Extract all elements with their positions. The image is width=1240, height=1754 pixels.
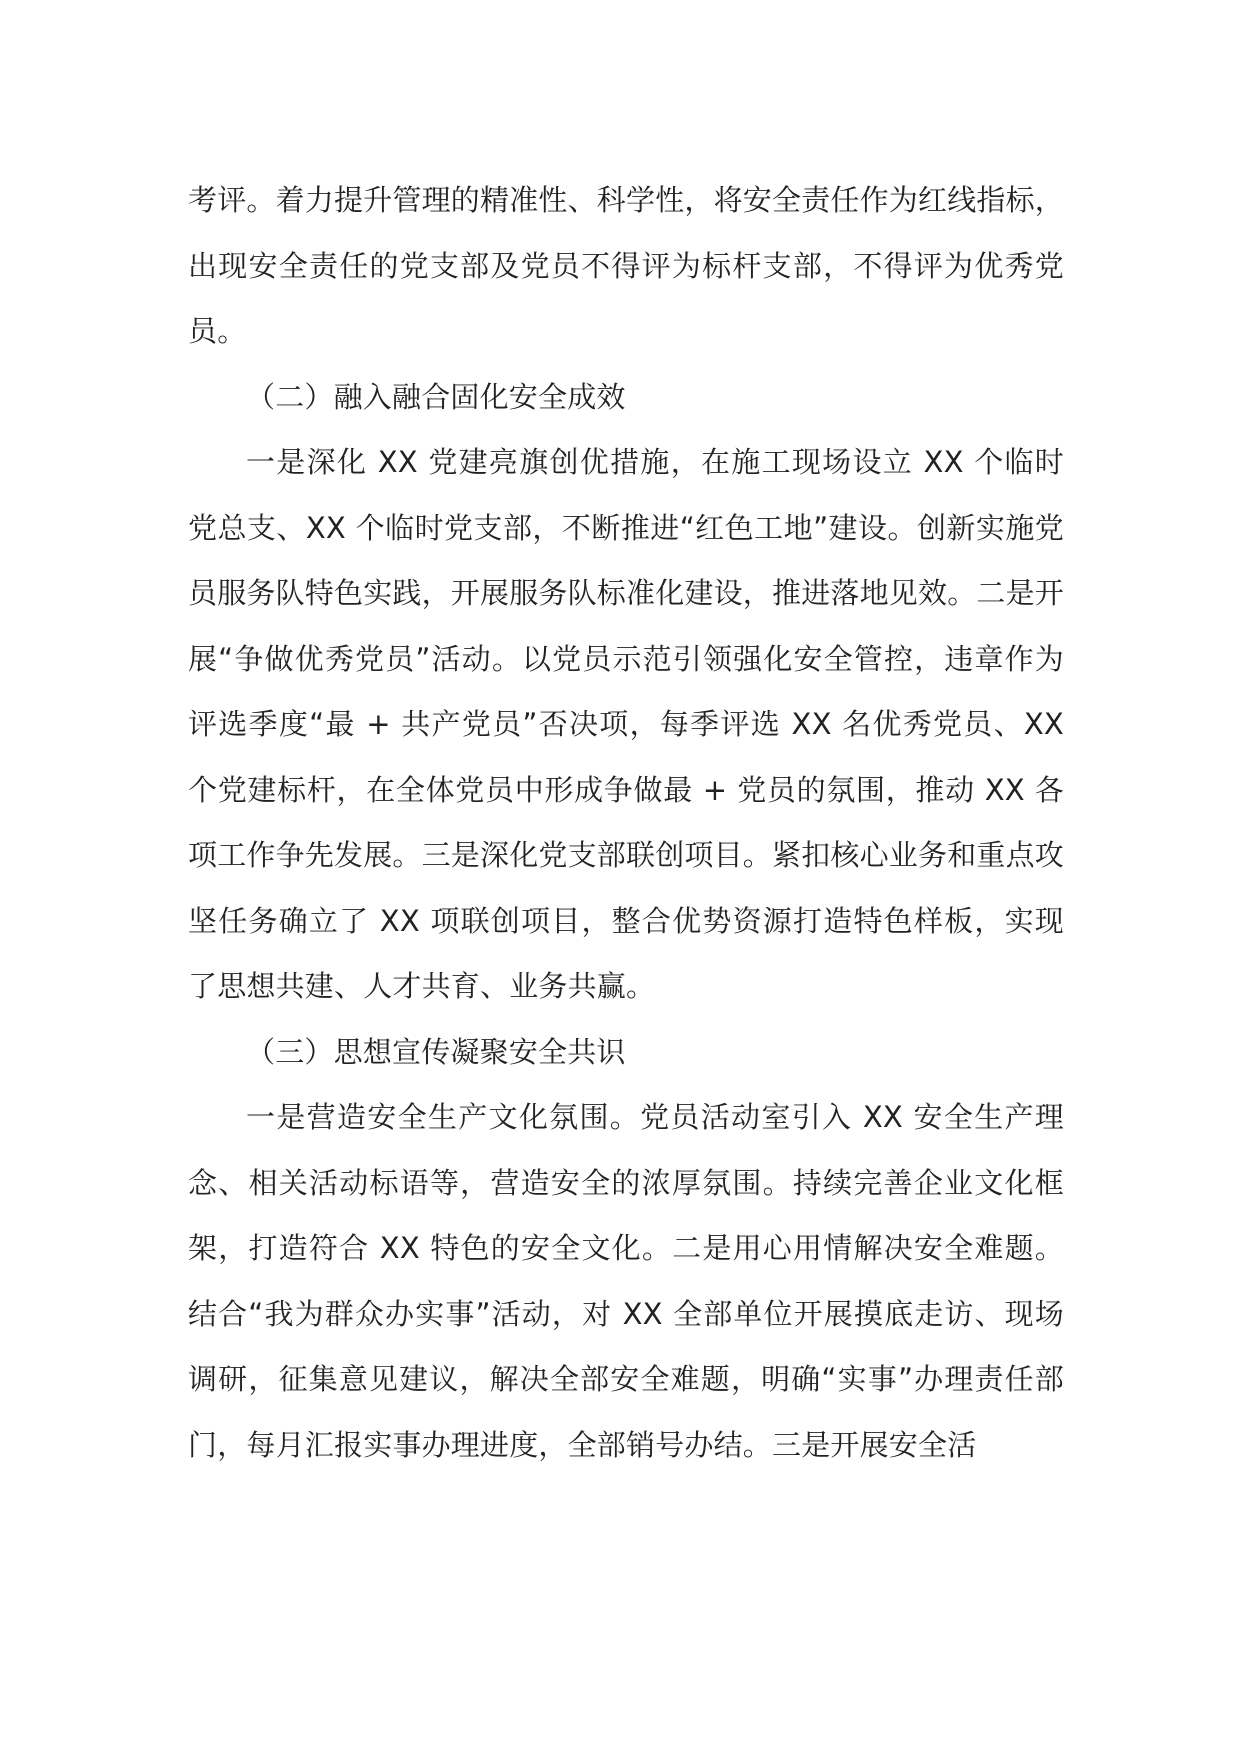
paragraph-continuation: 考评。着力提升管理的精准性、科学性，将安全责任作为红线指标，出现安全责任的党支部及党员不得评为标杆支部，不得评为优秀党员。 (188, 183, 1065, 348)
section-heading-2: （二）融入融合固化安全成效 (246, 379, 626, 414)
paragraph-section-2: 一是深化 XX 党建亮旗创优措施，在施工现场设立 XX 个临时党总支、XX 个临时党支部，不断推进“红色工地”建设。创新实施党员服务队特色实践，开展服务队标准化建设，推进落地见效。二是开展“争做优秀党员”活动。以党员示范引领强化安全管控，违章作为评选季度“最 + 共产党员”否决项，每季评选 XX 名优秀党员、XX 个党建标杆，在全体党员中形成争做最 + 党员的氛围，推动 XX 各项工作争先发展。三是深化党支部联创项目。紧扣核心业务和重点攻坚任务确立了 XX 项联创项目，整合优势资源打造特色样板，实现了思想共建、人才共育、业务共赢。 (188, 445, 1065, 1003)
paragraph-section-3: 一是营造安全生产文化氛围。党员活动室引入 XX 安全生产理念、相关活动标语等，营造安全的浓厚氛围。持续完善企业文化框架，打造符合 XX 特色的安全文化。二是用心用情解决安全难题。结合“我为群众办实事”活动，对 XX 全部单位开展摸底走访、现场调研，征集意见建议，解决全部安全难题，明确“实事”办理责任部门，每月汇报实事办理进度，全部销号办结。三是开展安全活 (188, 1100, 1064, 1462)
document-page (188, 168, 1064, 1478)
section-heading-3: （三）思想宣传凝聚安全共识 (246, 1034, 626, 1069)
